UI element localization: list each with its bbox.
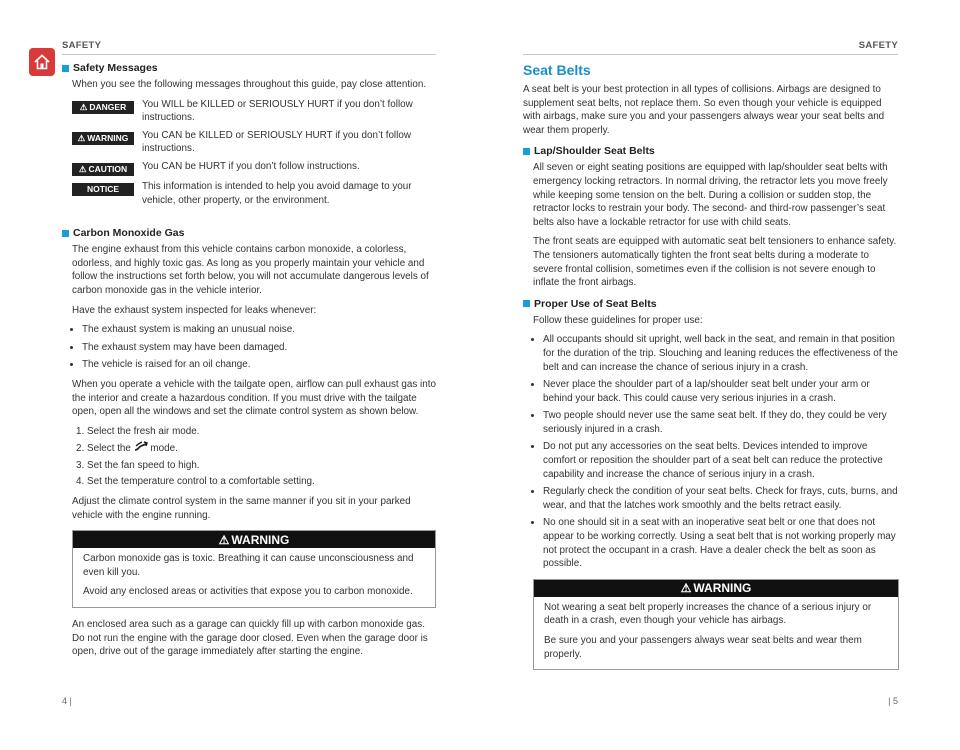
signal-danger bbox=[62, 98, 436, 125]
warning-body-2: Be sure you and your passengers always wear seat belts and wear them properly. bbox=[544, 635, 862, 660]
bullet-square-icon bbox=[62, 230, 69, 237]
danger-text: You WILL be KILLED or SERIOUSLY HURT if you don’t follow instructions. bbox=[142, 98, 413, 124]
seat-belts-title: Seat Belts bbox=[523, 62, 591, 78]
bullet-square-icon bbox=[62, 65, 69, 72]
warning-triangle-icon: ⚠ bbox=[218, 532, 230, 547]
seat-belt-warning-box bbox=[533, 579, 899, 670]
carbon-warning-box bbox=[72, 530, 436, 608]
list-item: • The exhaust system is making an unusual noise. bbox=[82, 323, 436, 337]
warning-text: You CAN be KILLED or SERIOUSLY HURT if you don’t follow instructions. bbox=[142, 129, 411, 155]
home-button[interactable] bbox=[29, 48, 55, 76]
warning-body-1: Carbon monoxide gas is toxic. Breathing it can cause unconsciousness and even kill you. bbox=[83, 553, 414, 578]
exhaust-inspection-list bbox=[62, 323, 436, 372]
carbon-monoxide-heading: Carbon Monoxide Gas bbox=[62, 227, 436, 239]
carbon-paragraph-3: When you operate a vehicle with the tailgate open, airflow can pull exhaust gas into the interior and create a hazardous condition. If you must drive with the tailgate open, open all the windows and set the climate control system as shown below. bbox=[72, 378, 436, 418]
list-item: • No one should sit in a seat with an inoperative seat belt or one that does not appear to be working correctly. Using a seat belt that is not working properly may not protect the occupant in a crash. Have a dealer check the belt as soon as possible. bbox=[543, 516, 899, 570]
step-item: 1. Select the fresh air mode. bbox=[87, 425, 436, 439]
warning-triangle-icon: ⚠ bbox=[680, 581, 692, 596]
lap-shoulder-heading: Lap/Shoulder Seat Belts bbox=[523, 145, 899, 157]
safety-messages-intro: When you see the following messages throughout this guide, pay close attention. bbox=[72, 79, 427, 90]
warning-body-2: Avoid any enclosed areas or activities that expose you to carbon monoxide. bbox=[83, 586, 413, 598]
proper-use-heading: Proper Use of Seat Belts bbox=[523, 298, 899, 310]
danger-label: ⚠ DANGER bbox=[72, 101, 134, 114]
proper-use-intro: Follow these guidelines for proper use: bbox=[533, 314, 703, 326]
header-left: SAFETY bbox=[62, 40, 102, 51]
bullet-square-icon bbox=[523, 300, 530, 307]
warning-body-1: Not wearing a seat belt properly increases the chance of a serious injury or death in a crash, even though your vehicle has airbags. bbox=[544, 601, 872, 627]
step-item: 2. Select the mode. bbox=[87, 441, 436, 456]
page-number-right: | 5 bbox=[888, 696, 898, 706]
seat-belts-intro: A seat belt is your best protection in all types of collisions. Airbags are designed to supplement seat belts, not replace them. So even though your vehicle is equipped with airbags, make sure you and your passengers always wear your seat belts and wear them properly. bbox=[523, 84, 885, 136]
warning-label: ⚠ WARNING bbox=[72, 132, 134, 145]
step-item: 3. Set the fan speed to high. bbox=[87, 459, 436, 473]
notice-text: This information is intended to help you avoid damage to your vehicle, other property, or the environment. bbox=[142, 180, 412, 206]
proper-use-list bbox=[523, 333, 899, 571]
list-item: • All occupants should sit upright, well back in the seat, and remain in that position for the duration of the trip. Slouching and leaning reduces the effectiveness of the belt and can increase the chance of serious injury in a crash. bbox=[543, 333, 899, 374]
header-divider-right bbox=[523, 54, 898, 55]
signal-warning bbox=[62, 129, 436, 156]
vent-mode-icon bbox=[134, 441, 148, 452]
carbon-paragraph-4: Adjust the climate control system in the same manner if you sit in your parked vehicle with the engine running. bbox=[72, 496, 411, 521]
carbon-paragraph-5: An enclosed area such as a garage can quickly fill up with carbon monoxide gas. Do not run the engine with the garage door closed. Even when the garage door is open, drive out of the garage immediately after starting the engine. bbox=[72, 619, 428, 658]
home-icon bbox=[33, 53, 51, 71]
signal-caution bbox=[62, 160, 436, 176]
warning-header: ⚠ WARNING bbox=[73, 531, 435, 548]
caution-text: You CAN be HURT if you don’t follow instructions. bbox=[142, 160, 360, 172]
warning-triangle-icon: ⚠ bbox=[79, 101, 88, 112]
list-item: • Regularly check the condition of your seat belts. Check for frays, cuts, burns, and wear, and that the latches work smoothly and the belts retract easily. bbox=[543, 485, 899, 512]
warning-triangle-icon: ⚠ bbox=[77, 132, 86, 143]
lap-paragraph-2: The front seats are equipped with automatic seat belt tensioners to enhance safety. The tensioners automatically tighten the front seat belts during a moderate to severe frontal collision, sometimes even if the collision is not severe enough to inflate the front airbags. bbox=[533, 236, 897, 289]
list-item: • Do not put any accessories on the seat belts. Devices intended to improve comfort or reposition the shoulder part of a seat belt can reduce the protective capability and increase the chance of serious injury in a crash. bbox=[543, 440, 899, 481]
list-item: • The vehicle is raised for an oil change. bbox=[82, 358, 436, 372]
header-right: SAFETY bbox=[858, 40, 898, 51]
header-divider-left bbox=[62, 54, 436, 55]
right-column bbox=[523, 62, 899, 680]
climate-steps-list bbox=[62, 425, 436, 489]
lap-paragraph-1: All seven or eight seating positions are equipped with lap/shoulder seat belts with emergency locking retractors. In normal driving, the retractor lets you move freely while keeping some tension on the belt. During a collision or sudden stop, the retractor locks to restrain your body. The second- and third-row passenger’s seat belts also have a lockable retractor for use with child seats. bbox=[533, 162, 888, 228]
caution-label: ⚠ CAUTION bbox=[72, 163, 134, 176]
safety-messages-heading: Safety Messages bbox=[62, 62, 436, 74]
step-item: 4. Set the temperature control to a comfortable setting. bbox=[87, 475, 436, 489]
carbon-paragraph-1: The engine exhaust from this vehicle contains carbon monoxide, a colorless, odorless, and highly toxic gas. As long as you properly maintain your vehicle and follow the instructions set forth below, you will not accumulate dangerous levels of carbon monoxide gas in the vehicle interior. bbox=[72, 244, 429, 296]
page-number-left: 4 | bbox=[62, 696, 72, 706]
list-item: • The exhaust system may have been damaged. bbox=[82, 341, 436, 355]
warning-triangle-icon: ⚠ bbox=[78, 163, 87, 174]
list-item: • Never place the shoulder part of a lap/shoulder seat belt under your arm or behind your back. This could cause very serious injuries in a crash. bbox=[543, 378, 899, 405]
signal-notice bbox=[62, 180, 436, 207]
notice-label: NOTICE bbox=[72, 183, 134, 196]
carbon-paragraph-2: Have the exhaust system inspected for leaks whenever: bbox=[72, 304, 317, 316]
left-column bbox=[62, 62, 436, 665]
list-item: • Two people should never use the same seat belt. If they do, they could be very seriously injured in a crash. bbox=[543, 409, 899, 436]
warning-header: ⚠ WARNING bbox=[534, 580, 898, 597]
bullet-square-icon bbox=[523, 148, 530, 155]
